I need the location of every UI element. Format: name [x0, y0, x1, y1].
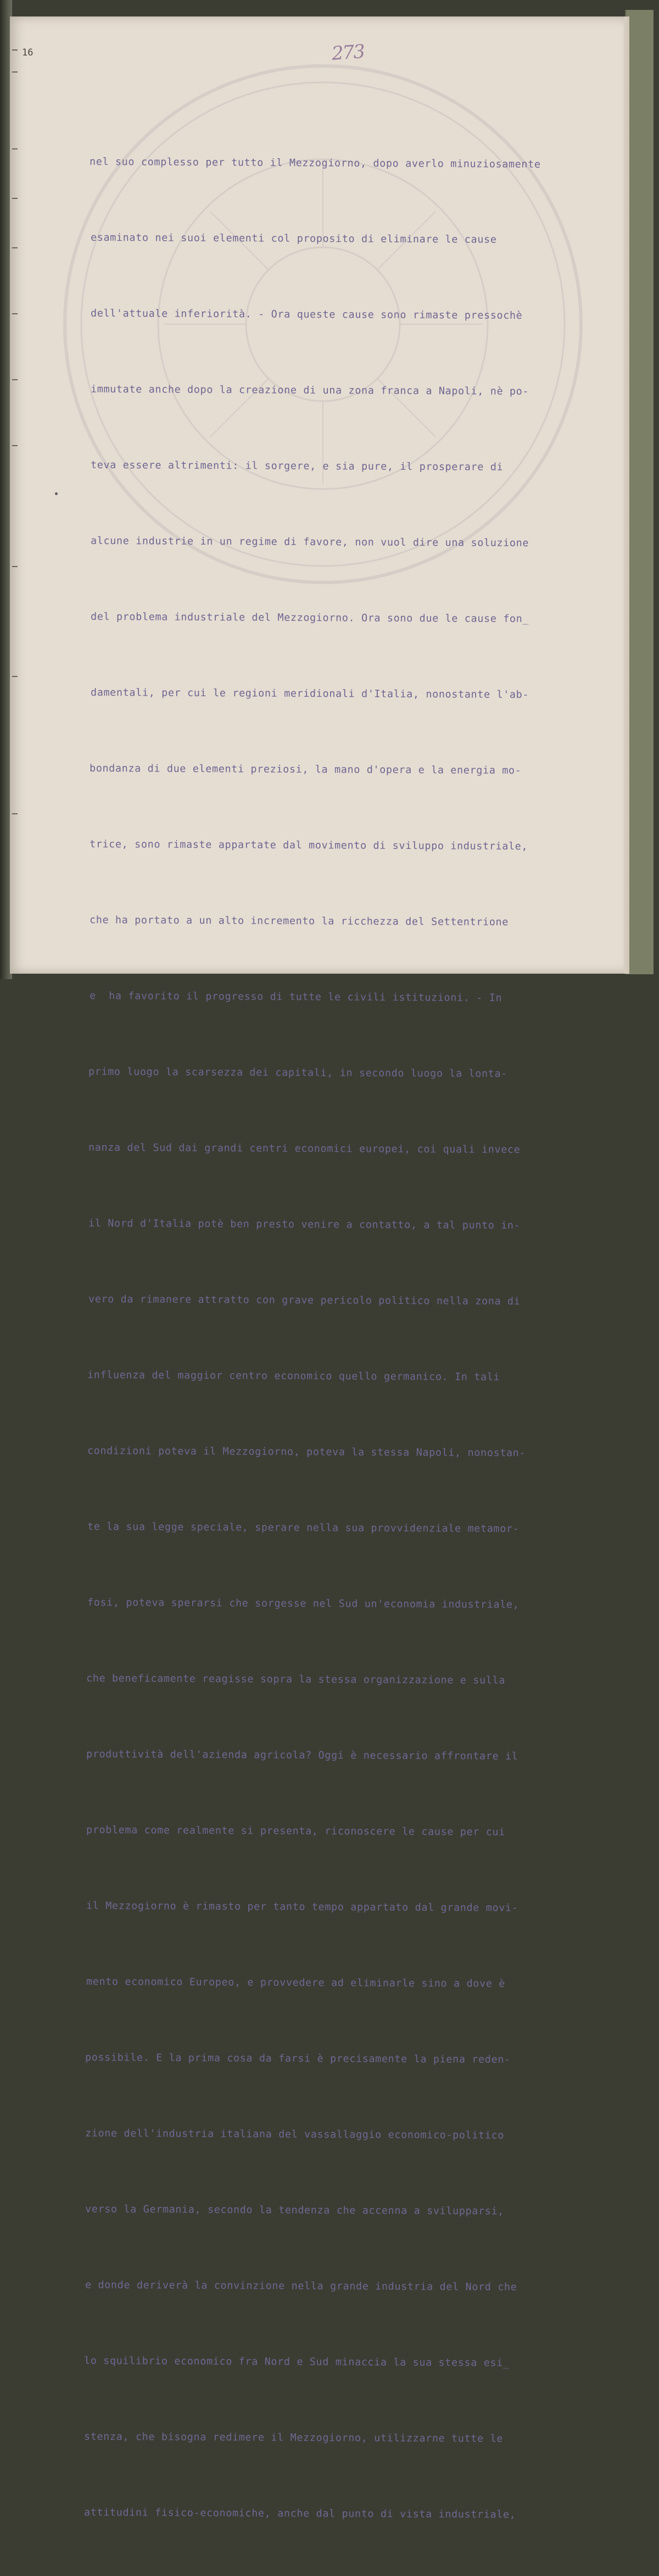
text-line: nel suo complesso per tutto il Mezzogiorno, dopo averlo minuziosamente [89, 156, 541, 171]
text-line: del problema industriale del Mezzogiorno. Ora sono due le cause fon_ [90, 611, 529, 625]
handwritten-archive-number: 273 [331, 40, 365, 65]
text-line: problema come realmente si presenta, riconoscere le cause per cui [86, 1824, 506, 1838]
text-line: stenza, che bisogna redimere il Mezzogiorno, utilizzarne tutte le [83, 2431, 504, 2445]
text-line: influenza del maggior centro economico quello germanico. In tali [87, 1369, 500, 1383]
text-line: lo squilibrio economico fra Nord e Sud minaccia la sua stessa esi_ [83, 2355, 510, 2369]
text-line: condizioni poteva il Mezzogiorno, poteva la stessa Napoli, nonostan- [87, 1445, 526, 1459]
text-line: produttività dell'azienda agricola? Oggi è necessario affrontare il [86, 1748, 518, 1763]
text-line: primo luogo la scarsezza dei capitali, in secondo luogo la lonta- [88, 1066, 508, 1080]
text-line: e ha favorito il progresso di tutte le civili istituzioni. - In [89, 990, 502, 1004]
text-line: il Nord d'Italia potè ben presto venire a contatto, a tal punto in- [88, 1218, 521, 1232]
text-line: e donde deriverà la convinzione nella grande industria del Nord che [85, 2279, 517, 2294]
text-line: mento economico Europeo, e provvedere ad eliminarle sino a dove è [86, 1976, 506, 1990]
text-line: attitudini fisico-economiche, anche dal punto di vista industriale, [83, 2507, 516, 2521]
page-edge [624, 16, 629, 974]
text-line: te la sua legge speciale, sperare nella sua provvidenziale metamor- [87, 1521, 520, 1535]
text-line: damentali, per cui le regioni meridionali d'Italia, nonostante l'ab- [90, 687, 529, 701]
text-line: dell'attuale inferiorità. - Ora queste cause sono rimaste pressochè [90, 308, 523, 322]
text-line: verso la Germania, secondo la tendenza che accenna a svilupparsi, [85, 2203, 505, 2217]
text-line: che beneficamente reagisse sopra la stessa organizzazione e sulla [86, 1673, 506, 1686]
text-line: fosi, poteva sperarsi che sorgesse nel Sud un'economia industriale, [87, 1597, 520, 1611]
text-line: trice, sono rimaste appartate dal movimento di sviluppo industriale, [89, 839, 528, 853]
document-page [10, 16, 629, 2521]
text-line: il Mezzogiorno è rimasto per tanto tempo appartato dal grande movi- [86, 1900, 518, 1914]
text-line: esaminato nei suoi elementi col proposito di eliminare le cause [90, 232, 497, 246]
text-line: che ha portato a un alto incremento la ricchezza del Settentrione [89, 914, 509, 928]
text-line: alcune industrie in un regime di favore, non vuol dire una soluzione [90, 535, 529, 549]
text-line: nanza del Sud dai grandi centri economici europei, coi quali invece [88, 1142, 521, 1156]
text-line: possibile. E la prima cosa da farsi è precisamente la piena reden- [85, 2052, 511, 2066]
text-line: bondanza di due elementi preziosi, la mano d'opera e la energia mo- [89, 763, 522, 777]
text-line: vero da rimanere attratto con grave pericolo politico nella zona di [88, 1293, 521, 1308]
typescript-body [83, 99, 617, 2576]
text-line: teva essere altrimenti: il sorgere, e sia pure, il prosperare di [90, 459, 504, 473]
margin-dot [55, 492, 58, 495]
text-line: immutate anche dopo la creazione di una zona franca a Napoli, nè po- [90, 384, 529, 398]
page-number: 16 [22, 47, 33, 58]
text-line: zione dell'industria italiana del vassallaggio economico-politico [85, 2128, 505, 2141]
